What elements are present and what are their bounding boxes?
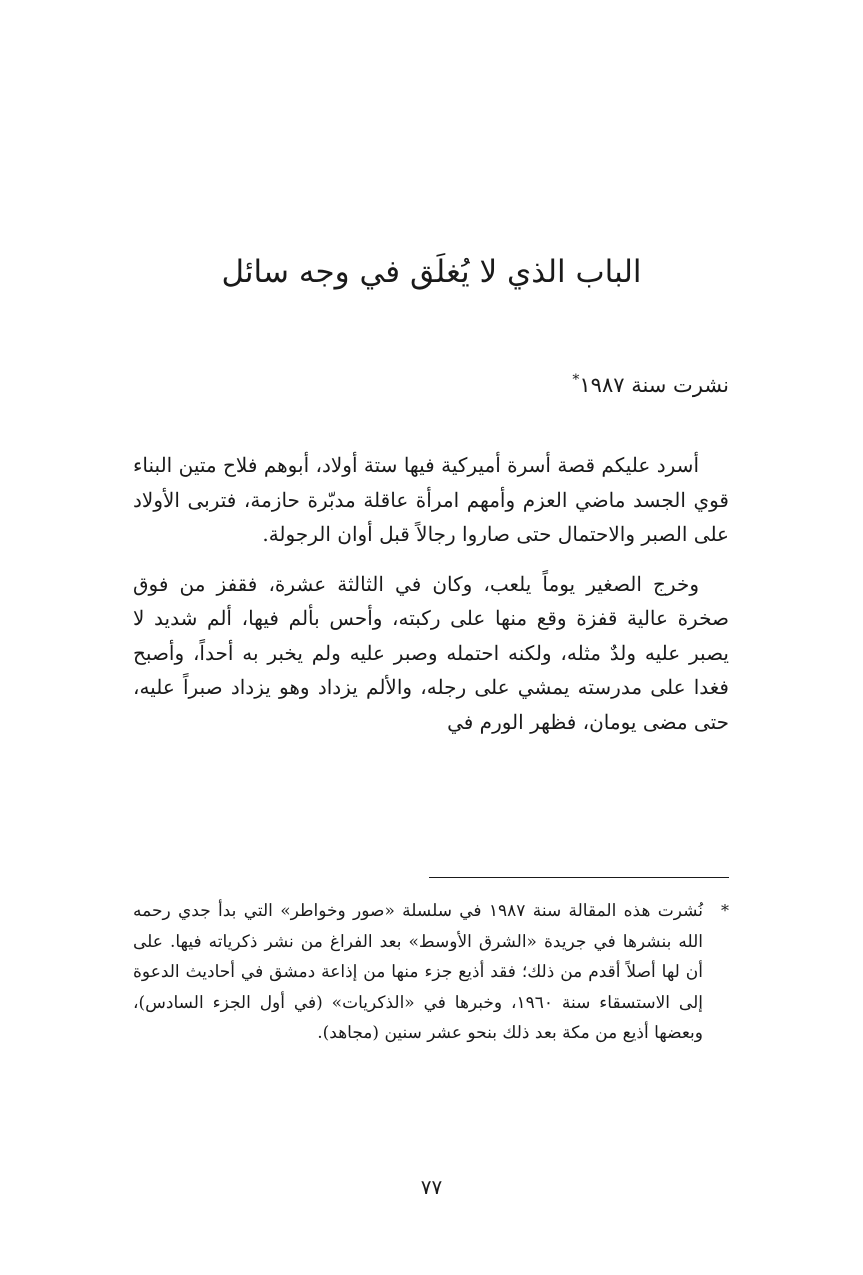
footnote-text: نُشرت هذه المقالة سنة ١٩٨٧ في سلسلة «صور وخواطر» التي بدأ جدي رحمه الله بنشرها في جريدة «الشرق الأوسط» بعد الفراغ من نشر ذكرياته فيها. على أن لها أصلاً أقدم من ذلك؛ فقد أذيع جزء منها من إذاعة دمشق في أحاديث الدعوة إلى الاستسقاء سنة ١٩٦٠، وخبرها في «الذكريات» (في أول الجزء السادس)، وبعضها أذيع من مكة بعد ذلك بنحو عشر سنين (مجاهد).	[133, 901, 703, 1043]
paragraph: أسرد عليكم قصة أسرة أميركية فيها ستة أولاد، أبوهم فلاح متين البناء قوي الجسد ماضي العزم وأمهم امرأة عاقلة مدبّرة حازمة، فتربى الأولاد على الصبر والاحتمال حتى صاروا رجالاً قبل أوان الرجولة.	[133, 453, 729, 546]
publication-note-text: نشرت سنة ١٩٨٧	[579, 373, 729, 397]
publication-note	[572, 364, 729, 401]
footnote-reference-mark[interactable]: *	[572, 372, 580, 388]
footnote-mark: *	[721, 901, 729, 920]
chapter-title: الباب الذي لا يُغلَق في وجه سائل	[221, 254, 642, 290]
footnote-divider	[429, 877, 729, 878]
main-text	[133, 448, 729, 754]
footnote	[133, 896, 729, 1049]
paragraph: وخرج الصغير يوماً يلعب، وكان في الثالثة عشرة، فقفز من فوق صخرة عالية قفزة وقع منها على ركبته، وأحس بألم فيها، ألم شديد لا يصبر عليه ولدٌ مثله، ولكنه احتمله وصبر عليه ولم يخبر به أحداً، وأصبح فغدا على مدرسته يمشي على رجله، والألم يزداد وهو يزداد صبراً عليه، حتى مضى يومان، فظهر الورم في	[133, 571, 729, 734]
page-number: ٧٧	[420, 1175, 443, 1199]
